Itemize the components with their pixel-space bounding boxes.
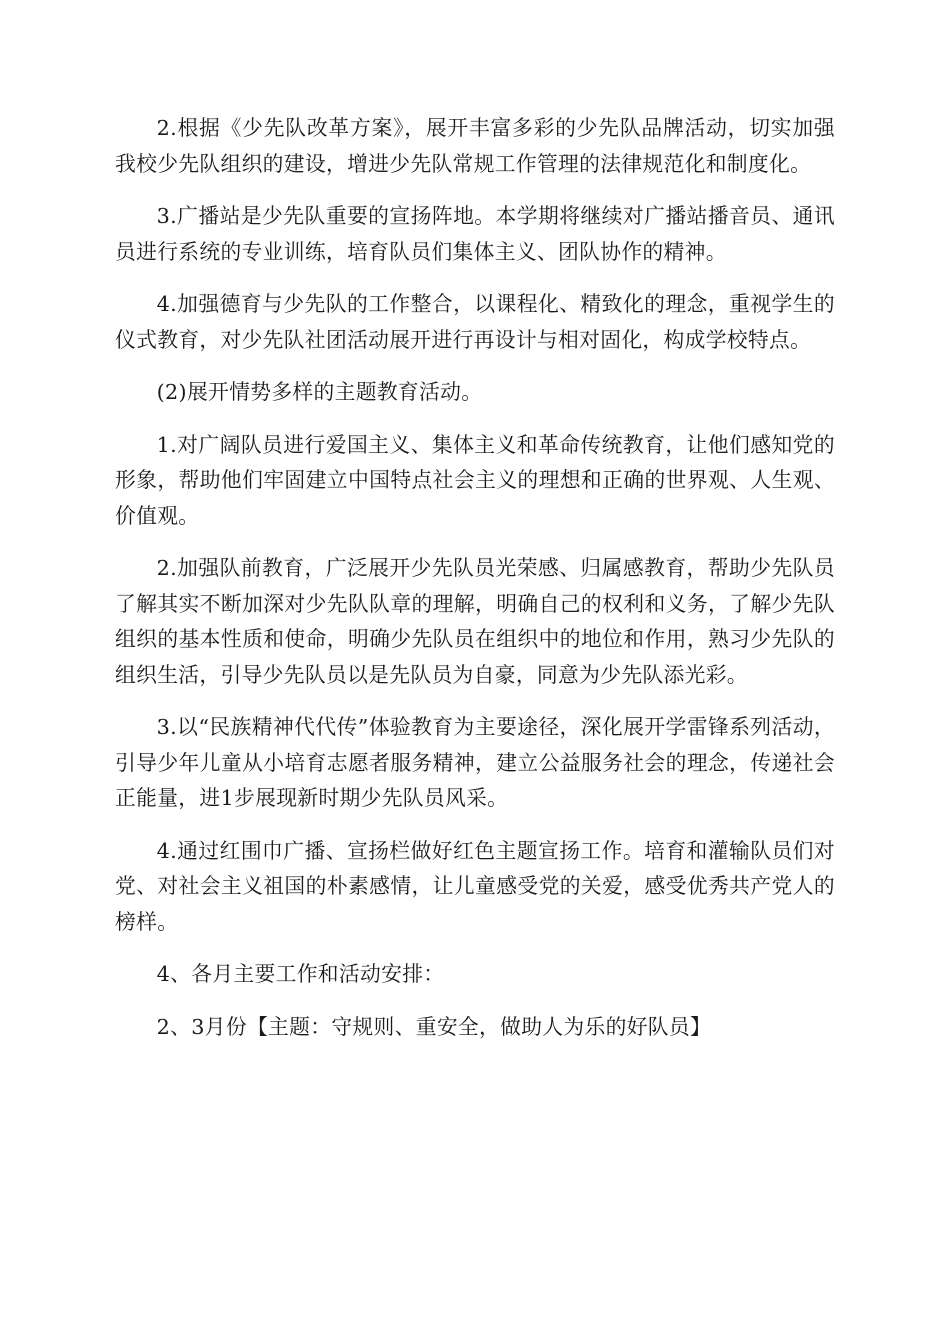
paragraph-moral-education: 4.加强德育与少先队的工作整合，以课程化、精致化的理念，重视学生的仪式教育，对少先队社团活动展开进行再设计与相对固化，构成学校特点。 — [115, 292, 835, 352]
section-heading-theme-education: (2)展开情势多样的主题教育活动。 — [156, 380, 483, 404]
section-heading-monthly-schedule: 4、各月主要工作和活动安排： — [156, 962, 445, 986]
paragraph-march-theme: 2、3月份【主题：守规则、重安全，做助人为乐的好队员】 — [156, 1014, 712, 1039]
paragraph-brand-activities: 2.根据《少先队改革方案》，展开丰富多彩的少先队品牌活动，切实加强我校少先队组织的建设，增进少先队常规工作管理的法律规范化和制度化。 — [115, 116, 835, 176]
paragraph-red-scarf-broadcast: 4.通过红围巾广播、宣扬栏做好红色主题宣扬工作。培育和灌输队员们对党、对社会主义祖国的朴素感情，让儿童感受党的关爱，感受优秀共产党人的榜样。 — [115, 838, 835, 934]
paragraph-pre-team-education: 2.加强队前教育，广泛展开少先队员光荣感、归属感教育，帮助少先队员了解其实不断加深对少先队队章的理解，明确自己的权利和义务，了解少先队组织的基本性质和使命，明确少先队员在组织中的地位和作用，熟习少先队的组织生活，引导少先队员以是先队员为自豪，同意为少先队添光彩。 — [115, 556, 835, 687]
paragraph-national-spirit: 3.以“民族精神代代传”体验教育为主要途径，深化展开学雷锋系列活动，引导少年儿童从小培育志愿者服务精神，建立公益服务社会的理念，传递社会正能量，进1步展现新时期少先队员风采。 — [115, 715, 835, 810]
paragraph-broadcast-station: 3.广播站是少先队重要的宣扬阵地。本学期将继续对广播站播音员、通讯员进行系统的专业训练，培育队员们集体主义、团队协作的精神。 — [115, 204, 835, 264]
paragraph-patriotic-education: 1.对广阔队员进行爱国主义、集体主义和革命传统教育，让他们感知党的形象，帮助他们牢固建立中国特点社会主义的理想和正确的世界观、人生观、价值观。 — [115, 432, 835, 528]
